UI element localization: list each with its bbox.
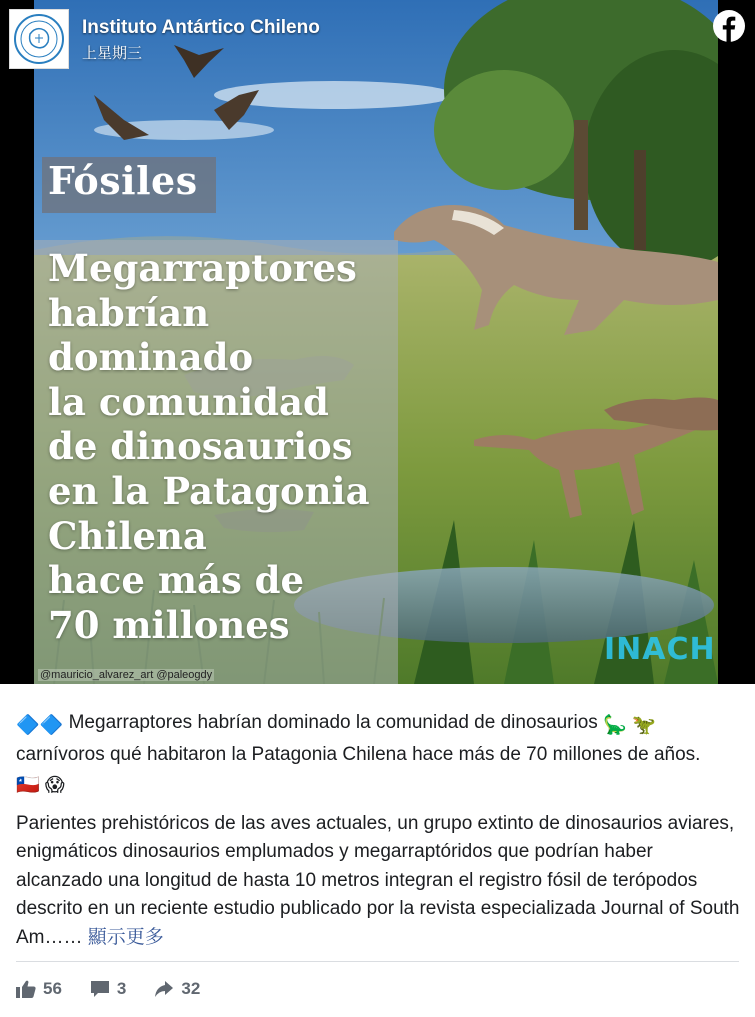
headline-line: hace más de [48,558,305,603]
engagement-bar [16,972,228,1006]
inach-logo [10,10,68,68]
category-tag: Fósiles [48,158,198,203]
dinosaur-emoji: 🦕 🦖 [603,715,656,736]
share-count: 32 [181,979,201,998]
like-count-button[interactable] [16,979,62,999]
headline-line: habrían [48,290,210,335]
headline-line: en la Patagonia [48,468,370,513]
post-caption [16,709,741,961]
page-avatar[interactable] [9,9,69,69]
page-name-link[interactable]: Instituto Antártico Chileno [82,17,320,38]
headline-line: 70 millones [48,602,290,647]
divider [16,961,739,962]
blue-diamond-emoji: 🔷🔷 [16,715,64,736]
flag-scream-emoji: 🇨🇱 😱 [16,775,65,796]
headline-line: de dinosaurios [48,424,353,469]
thumbs-up-icon [16,980,36,998]
post-header [0,0,755,80]
comment-icon [90,980,110,998]
like-count: 56 [43,979,62,998]
inach-watermark: INACH [604,632,716,667]
caption-text: Parientes prehistóricos de las aves actuales, un grupo extinto de dinosaurios aviares, enigmáticos dinosaurios emplumados y megarraptóridos que podrían haber alcanzado una longitud de hasta 10 metros integran el registro fósil de terópodos descrito en un reciente estudio publicado por la revista especializada Journal of South Am…… [16,812,740,948]
see-more-link[interactable]: 顯示更多 [87,926,164,948]
headline-line: la comunidad [48,379,329,424]
comment-count: 3 [116,979,127,998]
artist-credit: @mauricio_alvarez_art @paleogdy [40,669,213,681]
headline-line: Megarraptores [48,246,357,290]
post-timestamp[interactable]: 上星期三 [82,45,143,62]
caption-paragraph [16,810,741,953]
caption-paragraph [16,709,741,801]
headline-line: dominado [48,335,254,380]
image-headline [48,246,428,647]
comment-count-button[interactable] [90,979,126,999]
facebook-logo-icon[interactable] [712,9,746,43]
share-count-button[interactable] [154,979,200,999]
share-arrow-icon [154,980,174,998]
caption-text: carnívoros qué habitaron la Patagonia Chilena hace más de 70 millones de años. [16,743,701,765]
caption-text: Megarraptores habrían dominado la comunidad de dinosaurios [63,712,604,733]
headline-line: Chilena [48,513,207,558]
